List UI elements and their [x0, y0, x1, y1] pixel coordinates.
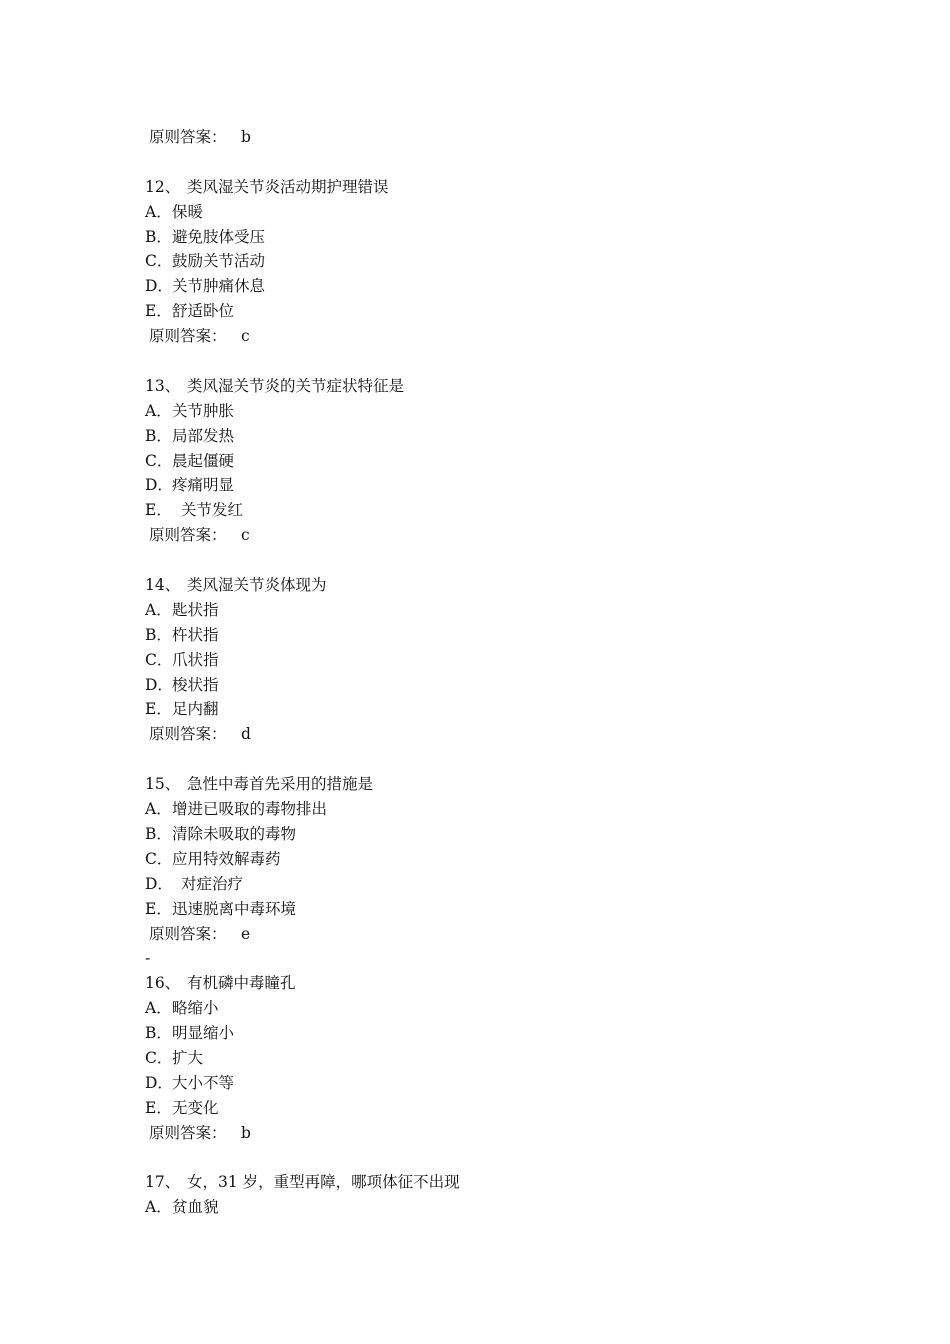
spacer: [145, 150, 845, 175]
page-content: [145, 125, 845, 1220]
option-line: [145, 697, 845, 722]
question-number: 16、: [145, 974, 181, 993]
option-text: 匙状指: [172, 600, 219, 619]
option-line: [145, 996, 845, 1021]
option-letter: A．: [145, 401, 172, 420]
option-letter: E．: [145, 1098, 172, 1117]
option-line: [145, 1096, 845, 1121]
option-text: 对症治疗: [181, 874, 244, 893]
option-text: 清除未吸取的毒物: [172, 824, 297, 843]
option-line: [145, 274, 845, 299]
answer-value: c: [241, 526, 250, 545]
question-stem: [145, 971, 845, 996]
option-line: [145, 822, 845, 847]
question-text: 类风湿关节炎活动期护理错误: [187, 177, 389, 196]
option-line: [145, 1071, 845, 1096]
option-letter: A．: [145, 600, 172, 619]
option-line: [145, 797, 845, 822]
option-line: [145, 449, 845, 474]
question-number: 12、: [145, 177, 181, 196]
option-text: 保暖: [172, 202, 204, 221]
answer-line: [145, 722, 845, 747]
option-line: [145, 1195, 845, 1220]
option-line: [145, 225, 845, 250]
question-stem: [145, 374, 845, 399]
option-letter: D．: [145, 1073, 173, 1092]
option-letter: D．: [145, 277, 173, 296]
option-letter: D．: [145, 675, 173, 694]
answer-line: [145, 125, 845, 150]
option-text: 大小不等: [172, 1073, 235, 1092]
option-text: 局部发热: [172, 426, 235, 445]
option-letter: E．: [145, 501, 172, 520]
option-text: 舒适卧位: [172, 302, 235, 321]
option-text: 略缩小: [172, 999, 219, 1018]
option-line: [145, 847, 845, 872]
option-line: [145, 897, 845, 922]
question-text: 类风湿关节炎的关节症状特征是: [187, 376, 405, 395]
option-text: 杵状指: [172, 625, 219, 644]
separator-dash: -: [145, 949, 151, 968]
answer-label: 原则答案：: [149, 327, 227, 346]
option-line: [145, 299, 845, 324]
option-letter: D．: [145, 476, 173, 495]
option-text: 应用特效解毒药: [172, 849, 281, 868]
option-text: 晨起僵硬: [172, 451, 235, 470]
spacer: [145, 349, 845, 374]
question-number: 14、: [145, 576, 181, 595]
option-text: 迅速脱离中毒环境: [172, 899, 297, 918]
option-text: 爪状指: [172, 650, 219, 669]
option-line: [145, 473, 845, 498]
option-line: [145, 598, 845, 623]
option-letter: B．: [145, 426, 172, 445]
option-line: [145, 200, 845, 225]
option-line: [145, 872, 845, 897]
answer-value: d: [241, 725, 251, 744]
option-line: [145, 424, 845, 449]
option-text: 无变化: [172, 1098, 219, 1117]
answer-label: 原则答案：: [149, 725, 227, 744]
option-line: [145, 623, 845, 648]
option-line: [145, 1046, 845, 1071]
answer-line: [145, 324, 845, 349]
answer-label: 原则答案：: [149, 924, 227, 943]
option-letter: B．: [145, 625, 172, 644]
answer-line: [145, 1121, 845, 1146]
question-number: 15、: [145, 775, 181, 794]
option-letter: A．: [145, 202, 172, 221]
answer-label: 原则答案：: [149, 526, 227, 545]
option-letter: D．: [145, 874, 173, 893]
answer-line: [145, 922, 845, 947]
option-letter: A．: [145, 1198, 172, 1217]
option-letter: C．: [145, 849, 173, 868]
option-line: [145, 249, 845, 274]
option-line: [145, 1021, 845, 1046]
answer-value: c: [241, 327, 250, 346]
spacer: [145, 1146, 845, 1171]
option-text: 关节发红: [181, 501, 244, 520]
option-letter: B．: [145, 227, 172, 246]
option-letter: E．: [145, 302, 172, 321]
option-text: 足内翻: [172, 700, 219, 719]
option-line: [145, 673, 845, 698]
question-text: 女，31 岁，重型再障，哪项体征不出现: [187, 1173, 460, 1192]
option-letter: E．: [145, 700, 172, 719]
option-text: 扩大: [172, 1048, 204, 1067]
question-text: 类风湿关节炎体现为: [187, 576, 327, 595]
option-line: [145, 498, 845, 523]
question-stem: [145, 175, 845, 200]
answer-value: e: [241, 924, 251, 943]
answer-label: 原则答案：: [149, 1123, 227, 1142]
option-letter: B．: [145, 1024, 172, 1043]
question-number: 13、: [145, 376, 181, 395]
option-letter: C．: [145, 252, 173, 271]
option-text: 关节肿痛休息: [172, 277, 266, 296]
option-letter: A．: [145, 999, 172, 1018]
option-letter: B．: [145, 824, 172, 843]
option-text: 增进已吸取的毒物排出: [172, 800, 328, 819]
option-text: 疼痛明显: [172, 476, 235, 495]
option-letter: A．: [145, 800, 172, 819]
question-number: 17、: [145, 1173, 181, 1192]
option-text: 鼓励关节活动: [172, 252, 266, 271]
answer-line: [145, 523, 845, 548]
option-line: [145, 399, 845, 424]
question-stem: [145, 573, 845, 598]
option-text: 贫血貌: [172, 1198, 219, 1217]
answer-label: 原则答案：: [149, 128, 227, 146]
answer-value: b: [241, 128, 251, 146]
option-letter: C．: [145, 1048, 173, 1067]
spacer: [145, 747, 845, 772]
option-text: 避免肢体受压: [172, 227, 266, 246]
option-text: 明显缩小: [172, 1024, 235, 1043]
question-text: 有机磷中毒瞳孔: [187, 974, 296, 993]
spacer: [145, 548, 845, 573]
option-letter: E．: [145, 899, 172, 918]
option-line: [145, 648, 845, 673]
question-stem: [145, 772, 845, 797]
question-text: 急性中毒首先采用的措施是: [187, 775, 374, 794]
question-stem: [145, 1170, 845, 1195]
option-text: 关节肿胀: [172, 401, 235, 420]
option-letter: C．: [145, 650, 173, 669]
option-letter: C．: [145, 451, 173, 470]
option-text: 梭状指: [172, 675, 219, 694]
answer-value: b: [241, 1123, 251, 1142]
